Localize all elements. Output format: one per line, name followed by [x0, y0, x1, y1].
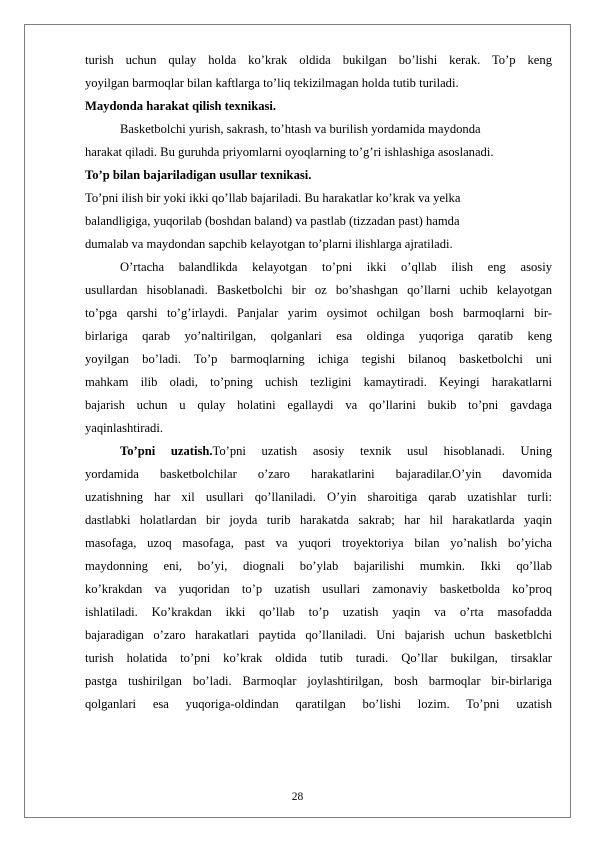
text-line: yaqinlashtiradi. [85, 421, 163, 435]
text-line: masofaga, uzoq masofaga, past va yuqori troyektoriya bilan yo’nalish bo’yicha [85, 536, 552, 550]
text-line: dastlabki holatlardan bir joyda turib harakatda sakrab; har hil harakatlarda yaqin [85, 513, 552, 527]
text-line: bajaradigan o’zaro harakatlari paytida qo’llaniladi. Uni bajarish uchun basketblchi [85, 628, 552, 642]
text-line: yoyilgan bo’ladi. To’p barmoqlarning ichiga tegishi bilanoq basketbolchi uni [85, 352, 552, 366]
text-line: maydonning eni, bo’yi, diognali bo’ylab bajarilishi mumkin. Ikki qo’llab [85, 559, 552, 573]
text-line: mahkam ilib oladi, to’pning uchish tezligini kamaytiradi. Keyingi harakatlarni [85, 375, 552, 389]
text-line: pastga tushirilgan bo’ladi. Barmoqlar joylashtirilgan, bosh barmoqlar bir-birlariga [85, 674, 552, 688]
text-line: yordamida basketbolchilar o’zaro harakatlarini bajaradilar.O’yin davomida [85, 467, 552, 481]
section-heading: To’p bilan bajariladigan usullar texnikasi. [85, 168, 312, 182]
text-line: uzatishning har xil usullari qo’llaniladi. O’yin sharoitiga qarab uzatishlar turli: [85, 490, 552, 504]
text-line: harakat qiladi. Bu guruhda priyomlarni oyoqlarning to’g’ri ishlashiga asoslanadi. [85, 145, 494, 159]
line-text: To’pni uzatish asosiy texnik usul hisoblanadi. Uning [212, 444, 552, 458]
inline-heading: To’pni uzatish. [120, 444, 213, 458]
text-line: ko’krakdan va yuqoridan to’p uzatish usullari zamonaviy basketbolda ko’proq [85, 582, 552, 596]
paragraph-first-line: O’rtacha balandlikda kelayotgan to’pni ikki o’qllab ilish eng asosiy [120, 260, 552, 274]
text-line: usullardan hisoblanadi. Basketbolchi bir oz bo’shashgan qo’llarni uchib kelayotgan [85, 283, 552, 297]
paragraph-first-line: Basketbolchi yurish, sakrash, to’htash va burilish yordamida maydonda [120, 122, 481, 136]
text-line: ishlatiladi. Ko’krakdan ikki qo’llab to’p uzatish yaqin va o’rta masofadda [85, 605, 552, 619]
text-line: qolganlari esa yuqoriga-oldindan qaratilgan bo’lishi lozim. To’pni uzatish [85, 697, 552, 711]
text-line: turish holatida to’pni ko’krak oldida tutib turadi. Qo’llar bukilgan, tirsaklar [85, 651, 552, 665]
text-line: balandligiga, yuqorilab (boshdan baland) va pastlab (tizzadan past) hamda [85, 214, 460, 228]
page-number: 28 [291, 791, 304, 803]
paragraph-first-line [85, 440, 552, 463]
text-line: yoyilgan barmoqlar bilan kaftlarga to’liq tekizilmagan holda tutib turiladi. [85, 76, 459, 90]
section-heading: Maydonda harakat qilish texnikasi. [85, 99, 277, 113]
text-line: birlariga qarab yo’naltirilgan, qolganlari esa oldinga yuqoriga qaratib keng [85, 329, 552, 343]
text-line: To’pni ilish bir yoki ikki qo’llab bajariladi. Bu harakatlar ko’krak va yelka [85, 191, 461, 205]
text-line: bajarish uchun u qulay holatini egallaydi va qo’llarini bukib to’pni gavdaga [85, 398, 552, 412]
text-line: to’pga qarshi to’g’irlaydi. Panjalar yarim oysimot ochilgan bosh barmoqlarni bir- [85, 306, 552, 320]
text-line: turish uchun qulay holda ko’krak oldida bukilgan bo’lishi kerak. To’p keng [85, 53, 552, 67]
document-body [85, 49, 552, 716]
text-line: dumalab va maydondan sapchib kelayotgan to’plarni ilishlarga ajratiladi. [85, 237, 453, 251]
